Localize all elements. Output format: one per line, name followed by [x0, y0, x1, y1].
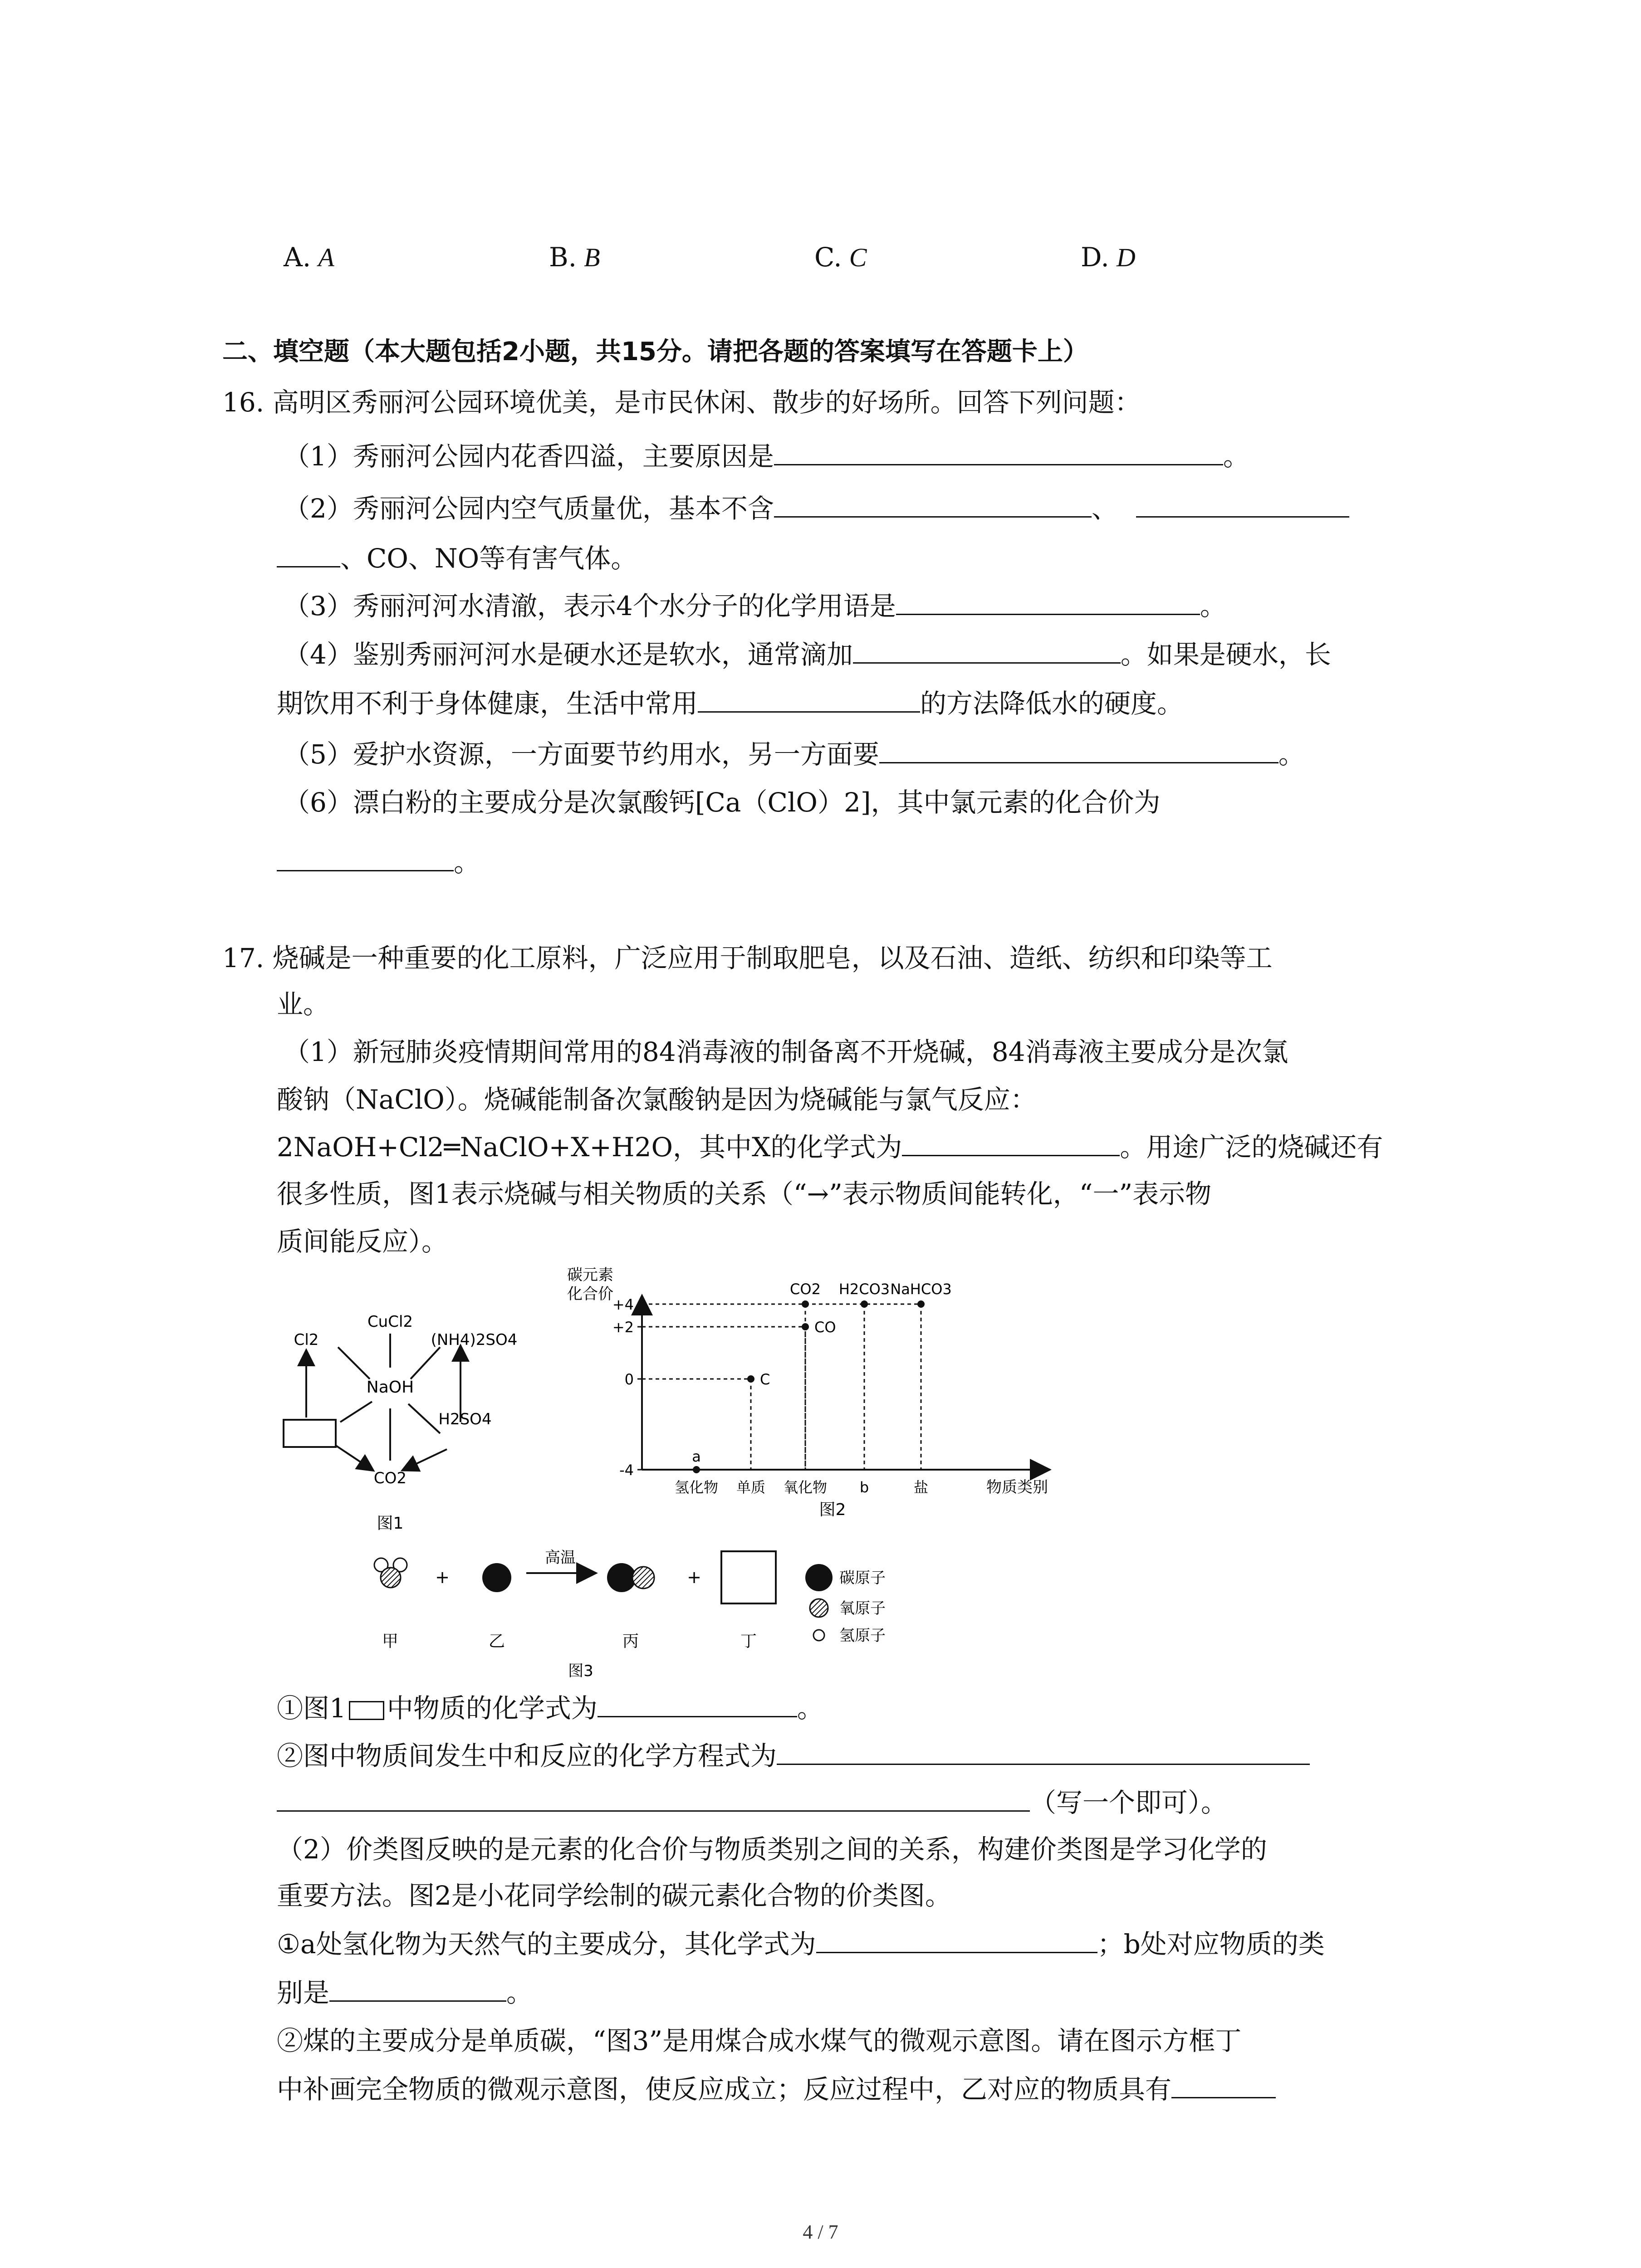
answer-blank[interactable]: [896, 592, 1200, 615]
q17-p1c-text: 2NaOH+Cl2═NaClO+X+H2O，其中X的化学式为: [277, 1132, 902, 1163]
q16-p4a-end: 。如果是硬水，长: [1120, 639, 1331, 670]
answer-blank[interactable]: [329, 1979, 506, 2002]
fig2-point-CO: [802, 1323, 809, 1330]
q17-s2-text: ②图中物质间发生中和反应的化学方程式为: [277, 1740, 777, 1771]
answer-blank[interactable]: [853, 640, 1121, 664]
fig1-line-h2so4: [408, 1404, 440, 1433]
fig3-molecule-bing: [607, 1563, 654, 1592]
fig3-label-bing: 丙: [622, 1632, 639, 1651]
carbon-atom-icon: [607, 1563, 636, 1592]
answer-blank[interactable]: [777, 1742, 1310, 1765]
carbon-atom-icon: [805, 1564, 833, 1591]
option-b-letter: B.: [549, 242, 577, 273]
fig1-label-h2so4: H2SO4: [438, 1410, 492, 1428]
answer-blank[interactable]: [1171, 2075, 1276, 2098]
fig3-arrow-label: 高温: [545, 1549, 576, 1567]
option-d: [1081, 242, 1136, 273]
fig2-ylabel-2: 化合价: [567, 1285, 613, 1303]
fig2-guides: [642, 1304, 921, 1470]
q17-s2: [277, 1742, 1310, 1769]
fig2-xtick-label: 单质: [736, 1479, 766, 1496]
fig2-point-C: [747, 1375, 754, 1383]
fig1-unknown-box: [284, 1420, 336, 1447]
page-number: 4 / 7: [803, 2221, 838, 2243]
oxygen-atom-icon: [810, 1599, 828, 1617]
section-title: 二、填空题（本大题包括2小题，共15分。请把各题的答案填写在答题卡上）: [222, 337, 1088, 367]
q17-t1-mid: ；b处对应物质的类: [1097, 1929, 1325, 1960]
legend-carbon: 碳原子: [839, 1569, 886, 1587]
fig3-label-ding: 丁: [740, 1632, 757, 1651]
q16-p4b-end: 的方法降低水的硬度。: [920, 688, 1184, 719]
fig2-point-label: H2CO3: [838, 1281, 890, 1298]
fig3-label-yi: 乙: [488, 1632, 505, 1651]
fig3-plus-2: +: [687, 1567, 701, 1587]
q17-t1: [277, 1929, 1325, 1960]
fig1-arrow-to-co2: [331, 1442, 372, 1470]
answer-blank[interactable]: [277, 544, 340, 567]
fig3-molecule-jia: [374, 1558, 407, 1588]
q17-t2b: [277, 2074, 1276, 2105]
fig2-xtick-label: b: [859, 1479, 869, 1496]
option-d-value: D: [1116, 243, 1136, 272]
figure-2-chart: [558, 1261, 1098, 1542]
q17-t1b: [277, 1979, 533, 2006]
q17-s2-end: （写一个即可）。: [1030, 1787, 1228, 1818]
q17-s1-mid: 中物质的化学式为: [387, 1693, 598, 1724]
fig1-label-nh4: (NH4)2SO4: [431, 1331, 518, 1349]
fig2-point-label: CO: [814, 1319, 836, 1336]
answer-blank[interactable]: [1136, 494, 1349, 518]
fig2-point-a: [693, 1466, 700, 1473]
fig2-ytick-label: +4: [612, 1296, 634, 1313]
fig1-label-naoh: NaOH: [366, 1378, 414, 1397]
fig2-xticks: [675, 1479, 928, 1496]
q17-p2b: 重要方法。图2是小花同学绘制的碳元素化合物的价类图。: [277, 1880, 951, 1911]
fig3-caption: 图3: [568, 1662, 593, 1680]
fig1-line-cl2: [338, 1347, 370, 1379]
q17-s1: [277, 1693, 823, 1724]
answer-blank[interactable]: [816, 1930, 1097, 1953]
option-a-value: A: [318, 243, 334, 272]
fig2-point-CO2: [802, 1300, 809, 1308]
q16-p2-tail: 、CO、NO等有害气体。: [340, 543, 637, 574]
answer-blank[interactable]: [774, 442, 1223, 465]
figure-1: [268, 1284, 563, 1538]
fig2-point-label: NaHCO3: [890, 1281, 952, 1298]
q16-p5-end: 。: [1278, 739, 1305, 770]
option-c: [814, 242, 867, 273]
q16-part4-cont: [277, 689, 1183, 717]
q17-t2a: ②煤的主要成分是单质碳，“图3”是用煤合成水煤气的微观示意图。请在图示方框丁: [277, 2025, 1242, 2056]
legend-hydrogen: 氢原子: [839, 1627, 886, 1645]
answer-blank[interactable]: [774, 494, 1092, 518]
fig1-label-cucl2: CuCl2: [367, 1313, 413, 1331]
fig1-line-box: [340, 1402, 372, 1422]
fig2-point-NaHCO3: [917, 1300, 925, 1308]
q16-p4b-text: 期饮用不利于身体健康，生活中常用: [277, 688, 698, 719]
q17-t1b-end: 。: [506, 1977, 533, 2008]
fig1-line-nh4: [411, 1347, 440, 1379]
q17-p1c-end: 。用途广泛的烧碱还有: [1120, 1132, 1383, 1163]
q17-t1b-text: 别是: [277, 1977, 330, 2008]
fig1-label-cl2: Cl2: [294, 1331, 319, 1349]
q16-p5-text: （5）爱护水资源，一方面要节约用水，另一方面要: [284, 739, 879, 770]
option-b-value: B: [584, 243, 600, 272]
answer-blank[interactable]: [277, 848, 454, 871]
fig3-empty-box[interactable]: [721, 1551, 776, 1603]
q16-p2-text: （2）秀丽河公园内空气质量优，基本不含: [284, 493, 774, 524]
fig3-plus-1: +: [435, 1567, 450, 1587]
legend-oxygen: 氧原子: [839, 1599, 886, 1618]
fig2-xtick-label: 氢化物: [674, 1479, 719, 1496]
q16-part3: [284, 592, 1226, 619]
q17-p1d: 很多性质，图1表示烧碱与相关物质的关系（“→”表示物质间能转化，“一”表示物: [277, 1178, 1212, 1209]
q16-part1: [284, 441, 1249, 472]
fig2-ytick-label: 0: [624, 1371, 634, 1388]
fig2-xtick-label: 盐: [913, 1479, 929, 1496]
q16-part5: [284, 739, 1305, 770]
fig2-point-H2CO3: [861, 1300, 868, 1308]
option-d-letter: D.: [1081, 242, 1109, 273]
q16-part6-cont: [277, 847, 480, 878]
q16-part6: （6）漂白粉的主要成分是次氯酸钙[Ca（ClO）2]，其中氯元素的化合价为: [284, 787, 1161, 818]
q17-p2a: （2）价类图反映的是元素的化合价与物质类别之间的关系，构建价类图是学习化学的: [277, 1834, 1267, 1865]
fig2-point-label: C: [760, 1371, 770, 1388]
answer-blank[interactable]: [902, 1133, 1120, 1156]
q17-s1-text: ①图1: [277, 1693, 346, 1724]
q17-p1c: [277, 1132, 1383, 1163]
fig3-label-jia: 甲: [382, 1632, 399, 1651]
carbon-atom-icon: [482, 1563, 511, 1592]
q16-part4: [284, 640, 1331, 668]
fig2-yticks: [612, 1296, 642, 1479]
fig2-ytick-label: -4: [619, 1461, 634, 1479]
q16-p6-end: 。: [454, 847, 480, 878]
fig2-ylabel-1: 碳元素: [567, 1266, 613, 1284]
option-c-value: C: [849, 243, 867, 272]
q17-p1a: （1）新冠肺炎疫情期间常用的84消毒液的制备离不开烧碱，84消毒液主要成分是次氯: [284, 1036, 1288, 1067]
q16-part2: [284, 494, 1349, 522]
oxygen-atom-icon: [381, 1568, 401, 1588]
fig2-caption: 图2: [819, 1501, 846, 1519]
q16-p3-text: （3）秀丽河河水清澈，表示4个水分子的化学用语是: [284, 591, 896, 621]
q17-stem: 17. 烧碱是一种重要的化工原料，广泛应用于制取肥皂，以及石油、造纸、纺织和印染等工: [222, 943, 1273, 973]
figure-3: [358, 1538, 930, 1687]
fig1-caption: 图1: [377, 1514, 404, 1533]
option-a: [284, 242, 334, 273]
fig2-point-label: CO2: [790, 1281, 821, 1298]
q16-p2-mid: 、: [1091, 493, 1118, 524]
q17-t2b-text: 中补画完全物质的微观示意图，使反应成立；反应过程中，乙对应的物质具有: [277, 2074, 1172, 2105]
q16-part2-cont: [277, 544, 637, 572]
q16-p4a-text: （4）鉴别秀丽河河水是硬水还是软水，通常滴加: [284, 639, 853, 670]
fig2-point-label: a: [692, 1448, 701, 1465]
q17-s1-end: 。: [797, 1693, 823, 1724]
fig2-ytick-label: +2: [612, 1319, 634, 1336]
answer-blank[interactable]: [879, 740, 1279, 763]
q16-p3-end: 。: [1200, 591, 1226, 621]
q17-p1b: 酸钠（NaClO）。烧碱能制备次氯酸钠是因为烧碱能与氯气反应：: [277, 1084, 1037, 1115]
q16-stem: 16. 高明区秀丽河公园环境优美，是市民休闲、散步的好场所。回答下列问题：: [222, 387, 1141, 418]
fig2-xtick-label: 氧化物: [783, 1479, 828, 1496]
option-c-letter: C.: [814, 242, 842, 273]
q17-s2-cont: [277, 1789, 1227, 1816]
option-a-letter: A.: [284, 242, 311, 273]
hydrogen-atom-icon: [813, 1630, 824, 1641]
q17-stem-cont: 业。: [277, 989, 330, 1020]
q17-p1e: 质间能反应）。: [277, 1226, 448, 1257]
option-b: [549, 242, 600, 273]
answer-blank[interactable]: [277, 1789, 1030, 1812]
fig1-label-co2: CO2: [373, 1469, 407, 1487]
q17-t1-text: ①a处氢化物为天然气的主要成分，其化学式为: [277, 1929, 816, 1960]
answer-blank[interactable]: [698, 689, 920, 713]
fig2-xlabel: 物质类别: [986, 1478, 1048, 1496]
small-box-icon: [349, 1701, 384, 1720]
oxygen-atom-icon: [632, 1567, 654, 1589]
q16-p1-text: （1）秀丽河公园内花香四溢，主要原因是: [284, 441, 774, 472]
fig2-points: [692, 1281, 952, 1473]
fig1-arrow-h2so4-co2: [404, 1449, 447, 1470]
answer-blank[interactable]: [598, 1694, 797, 1717]
q16-p1-end: 。: [1223, 441, 1249, 472]
